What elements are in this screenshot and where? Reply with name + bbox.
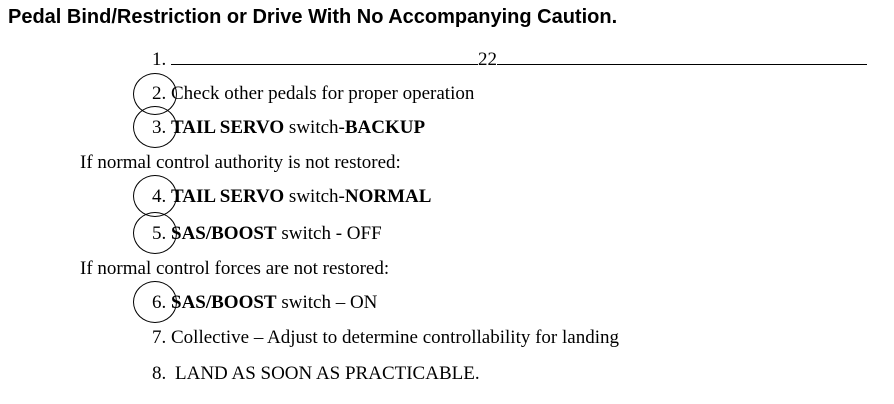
step-number: 8. (152, 363, 167, 384)
step-8 (152, 362, 480, 386)
step-4 (152, 185, 431, 209)
step-number: 6. (152, 292, 167, 313)
step-text: switch- (284, 117, 345, 138)
step-1 (152, 46, 867, 72)
step-number: 5. (152, 223, 167, 244)
answer-blank[interactable] (497, 46, 867, 65)
step-number: 4. (152, 186, 167, 207)
switch-position: BACKUP (344, 117, 426, 138)
procedure-title: Pedal Bind/Restriction or Drive With No Accompanying Caution. (8, 6, 618, 28)
condition-text: If normal control forces are not restored: (80, 258, 390, 279)
step-text: switch - OFF (276, 223, 382, 244)
step-3 (152, 116, 425, 140)
step-number: 7. (152, 327, 167, 348)
step-1-fill-text: 22 (478, 49, 497, 70)
switch-name: SAS/BOOST (171, 292, 277, 313)
step-7 (152, 326, 619, 350)
step-text: Check other pedals for proper operation (171, 83, 475, 104)
switch-name: TAIL SERVO (171, 186, 285, 207)
switch-name: TAIL SERVO (171, 117, 285, 138)
answer-blank[interactable] (171, 46, 478, 65)
step-number: 3. (152, 117, 167, 138)
step-2 (152, 82, 474, 106)
step-text: switch – ON (276, 292, 378, 313)
step-5 (152, 222, 382, 246)
step-text: switch- (284, 186, 345, 207)
switch-name: SAS/BOOST (171, 223, 277, 244)
step-6 (152, 291, 377, 315)
step-text: Collective – Adjust to determine controllability for landing (171, 327, 619, 348)
step-number: 1. (152, 49, 167, 70)
step-number: 2. (152, 83, 167, 104)
step-text: LAND AS SOON AS PRACTICABLE. (175, 363, 480, 384)
switch-position: NORMAL (344, 186, 432, 207)
condition-text: If normal control authority is not restored: (80, 152, 401, 173)
